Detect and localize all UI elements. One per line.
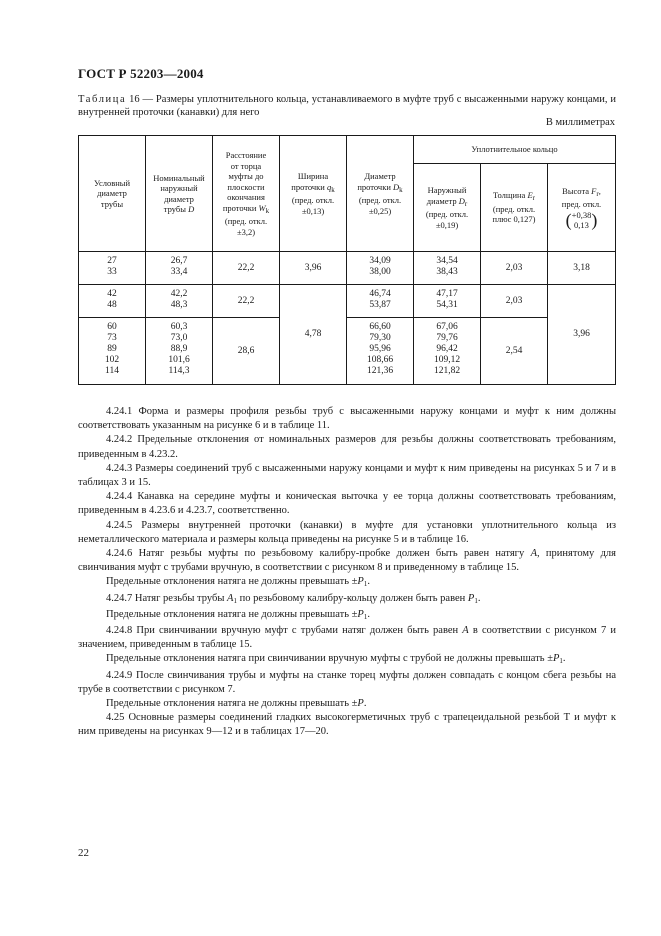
paragraph: 4.24.4 Канавка на середине муфты и коническая выточка у ее торца должны соответствовать требованиям, приведенным в 4.23.6 и 4.23.7, соответственно. <box>78 491 616 517</box>
cell-ring-outer-diameter: 34,54 38,43 <box>414 252 481 285</box>
cell-groove-distance: 22,2 <box>213 252 280 285</box>
paragraph: Предельные отклонения натяга при свинчивании вручную муфты с трубой не должны превышать $\pm P_1$. <box>106 653 566 666</box>
header-groove-width: Ширина проточки $q_k$ (пред. откл. ±0,13) <box>280 136 347 252</box>
paragraph: 4.24.5 Размеры внутренней проточки (канавки) в муфте для установки уплотнительного кольца из неметаллического материала и размеры кольца приведены на рисунке 5 и в таблице 16. <box>78 519 616 545</box>
cell-nominal: 42 48 <box>79 285 146 318</box>
paragraph: 4.24.6 Натяг резьбы муфты по резьбовому калибру-пробке должен быть равен натягу A, принятому для свинчивания муфт с трубами вручную, в соответствии с рисунком 8 и приведенному в таблице 15. <box>78 548 616 574</box>
cell-groove-width: 3,96 <box>280 252 347 285</box>
cell-ring-outer-diameter: 67,06 79,76 96,42 109,12 121,82 <box>414 318 481 385</box>
cell-nominal: 60 73 89 102 114 <box>79 318 146 385</box>
header-ring-thickness: Толщина $E_r$ (пред. откл. плюс 0,127) <box>481 164 548 252</box>
cell-outer-diameter: 60,3 73,0 88,9 101,6 114,3 <box>146 318 213 385</box>
cell-groove-diameter: 66,60 79,30 95,96 108,66 121,36 <box>347 318 414 385</box>
paragraph: Предельные отклонения натяга не должны превышать $\pm P_1$. <box>106 576 370 589</box>
table-caption-lead: Таблица <box>78 94 127 105</box>
paragraph: Предельные отклонения натяга не должны превышать ±P. <box>106 698 367 710</box>
cell-ring-outer-diameter: 47,17 54,31 <box>414 285 481 318</box>
cell-outer-diameter: 42,2 48,3 <box>146 285 213 318</box>
paragraph: Предельные отклонения натяга не должны превышать $\pm P_1$. <box>106 608 370 621</box>
cell-groove-diameter: 34,09 38,00 <box>347 252 414 285</box>
cell-groove-distance: 28,6 <box>213 318 280 385</box>
table-caption-text: 16 — Размеры уплотнительного кольца, устанавливаемого в муфте труб с высаженными наружу концами, и внутренней проточки (канавки) для него <box>78 94 616 118</box>
header-ring-height: Высота $F_r$, пред. откл. (+0,38 0,13 ) <box>548 164 616 252</box>
header-groove-diameter: Диаметр проточки $D_k$ (пред. откл. ±0,25) <box>347 136 414 252</box>
table-caption <box>78 93 616 119</box>
table-units: В миллиметрах <box>545 117 615 128</box>
table-row <box>79 285 616 318</box>
paragraph: 4.25 Основные размеры соединений гладких высокогерметичных труб с трапецеидальной резьбой Т и муфт к ним приведены на рисунках 9—12 и в таблицах 17—20. <box>78 712 616 738</box>
paragraph: 4.24.1 Форма и размеры профиля резьбы труб с высаженными наружу концами и муфт к ним должны соответствовать указанным на рисунке 6 и в таблице 11. <box>78 406 616 432</box>
cell-ring-thickness: 2,54 <box>481 318 548 385</box>
page-number: 22 <box>78 847 89 859</box>
paragraph: 4.24.9 После свинчивания трубы и муфты на станке торец муфты должен совпадать с концом сбега резьбы на трубе в соответствии с рисунком 7. <box>78 669 616 695</box>
cell-groove-width: 4,78 <box>280 285 347 385</box>
paragraph: 4.24.3 Размеры соединений труб с высаженными наружу концами и муфт к ним приведены на рисунках 5 и 7 и в таблицах 3 и 15. <box>78 462 616 489</box>
body-text <box>78 405 616 740</box>
cell-ring-thickness: 2,03 <box>481 252 548 285</box>
paragraph: 4.24.2 Предельные отклонения от номинальных размеров для резьбы должны соответствовать требованиям, приведенным в 4.23.2. <box>78 434 616 460</box>
header-outer-diameter: Номинальный наружный диаметр трубы D <box>146 136 213 252</box>
document-header: ГОСТ Р 52203—2004 <box>78 66 204 81</box>
dimension-table <box>78 135 616 385</box>
table-row <box>79 252 616 285</box>
cell-nominal: 27 33 <box>79 252 146 285</box>
header-nominal-diameter: Условный диаметр трубы <box>79 136 146 252</box>
header-seal-ring-group: Уплотнительное кольцо <box>414 136 616 164</box>
cell-groove-distance: 22,2 <box>213 285 280 318</box>
cell-ring-height: 3,96 <box>548 285 616 385</box>
cell-ring-height: 3,18 <box>548 252 616 285</box>
cell-outer-diameter: 26,7 33,4 <box>146 252 213 285</box>
header-groove-distance: Расстояние от торца муфты до плоскости окончания проточки $W_k$ (пред. откл. ±3,2) <box>213 136 280 252</box>
paragraph: 4.24.8 При свинчивании вручную муфт с трубами натяг должен быть равен A в соответствии с рисунком 7 и значением, приведенным в таблице 15. <box>78 625 617 651</box>
table-row <box>79 318 616 385</box>
cell-ring-thickness: 2,03 <box>481 285 548 318</box>
header-ring-outer-diameter: Наружный диаметр $D_r$ (пред. откл. ±0,19) <box>414 164 481 252</box>
cell-groove-diameter: 46,74 53,87 <box>347 285 414 318</box>
paragraph: 4.24.7 Натяг резьбы трубы $A_1$ по резьбовому калибру-кольцу должен быть равен $P_1$. <box>106 592 481 605</box>
